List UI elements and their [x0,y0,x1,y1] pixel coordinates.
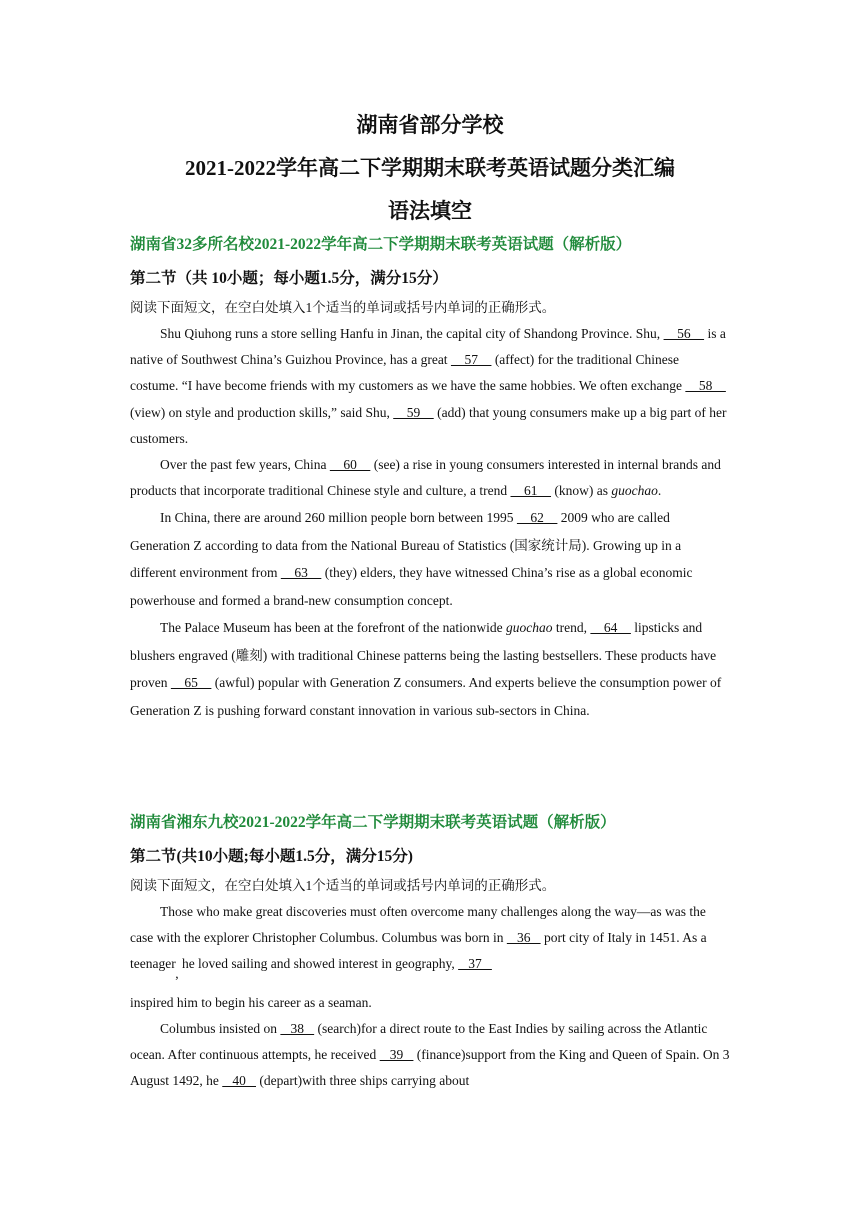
text-run: Over the past few years, China [160,457,330,473]
text-run: Those who make great discoveries must often overcome many challenges along the way—as was the case with the explorer Christopher Columbus. Columbus was born in [130,904,706,946]
section-1 [130,231,730,724]
passage-paragraph-4 [130,614,730,724]
blank-57: 57 [450,352,492,368]
line-gap [130,978,730,990]
italic-term: guochao [611,483,658,499]
text-run: 2009 who are called Generation Z according to data from the National Bureau of Statistics (国家统计局). Growing up in a different environment from [130,510,682,581]
blank-56: 56 [663,326,705,341]
section-1-heading: 湖南省32多所名校2021-2022学年高二下学期期末联考英语试题（解析版） [130,236,632,253]
header-line-3: 语法填空 [388,199,472,223]
text-run: he loved sailing and showed interest in geography, [178,956,459,972]
section-2 [130,809,730,1094]
text-run: trend, [552,620,591,636]
section-2-subheading: 第二节(共10小题;每小题1.5分，满分15分) [130,848,413,865]
blank-62: 62 [516,510,558,526]
blank-63: 63 [280,565,322,581]
blank-60: 60 [329,457,371,473]
blank-65: 65 [170,675,212,691]
text-run: lipsticks and blushers engraved (雕刻) with traditional Chinese patterns being the lasting bestsellers. These products have proven [130,620,717,691]
section-2-instruction: 阅读下面短文，在空白处填入1个适当的单词或括号内单词的正确形式。 [130,878,556,893]
blank-38: 38 [280,1020,315,1036]
text-run: (affect) for the traditional Chinese costume. “I have become friends with my customers as we have the same hobbies. We often exchange [130,352,686,394]
blank-36: 36 [506,930,541,946]
text-run: In China, there are around 260 million people born between 1995 [160,510,517,526]
passage-paragraph-2 [130,452,730,504]
text-run: . [657,483,662,499]
text-run: The Palace Museum has been at the forefront of the nationwide [160,620,507,636]
document-header [0,104,860,233]
passage-paragraph-5 [130,899,730,1016]
blank-58: 58 [685,378,726,394]
text-run: (search)for a direct route to the East Indies by sailing across the Atlantic ocean. After continuous attempts, he received [130,1020,708,1063]
passage-paragraph-3 [130,504,730,614]
text-run: (know) as [551,483,612,499]
passage-paragraph-1 [130,321,730,452]
blank-59: 59 [393,404,434,420]
section-1-instruction: 阅读下面短文，在空白处填入1个适当的单词或括号内单词的正确形式。 [130,300,556,315]
text-run: inspired him to begin his career as a seaman. [130,994,372,1010]
text-run: (finance)support from the King and Queen of Spain. On 3 August 1492, he [130,1047,730,1089]
text-run: (awful) popular with Generation Z consumers. And experts believe the consumption power of Generation Z is pushing forward constant innovation in various sub-sectors in China. [130,675,722,718]
section-1-subheading: 第二节（共 10小题；每小题1.5分，满分15分） [130,270,448,287]
lowered-comma: , [175,966,179,982]
text-run: port city of Italy in 1451. As a teenager [130,930,707,972]
text-run: Columbus insisted on [160,1020,281,1036]
text-run: (depart)with three ships carrying about [256,1073,470,1089]
blank-37: 37 [458,956,492,972]
text-run: is a native of Southwest China’s Guizhou Province, has a great [130,326,726,368]
text-run: (add) that young consumers make up a big part of her customers. [130,404,727,446]
text-run: (they) elders, they have witnessed China’s rise as a global economic powerhouse and formed a brand-new consumption concept. [130,565,693,608]
blank-61: 61 [510,483,552,499]
section-2-heading: 湖南省湘东九校2021-2022学年高二下学期期末联考英语试题（解析版） [130,814,616,831]
blank-64: 64 [590,620,631,636]
italic-term: guochao [506,620,553,636]
passage-paragraph-6 [130,1016,730,1095]
blank-40: 40 [222,1073,256,1089]
header-line-2: 2021-2022学年高二下学期期末联考英语试题分类汇编 [185,156,675,180]
text-run: Shu Qiuhong runs a store selling Hanfu in Jinan, the capital city of Shandong Province. Shu, [160,326,664,341]
blank-39: 39 [379,1047,414,1063]
text-run: (view) on style and production skills,” said Shu, [130,404,394,420]
text-run: (see) a rise in young consumers interested in internal brands and products that incorporate traditional Chinese style and culture, a trend [130,457,721,499]
header-line-1: 湖南省部分学校 [356,113,504,137]
